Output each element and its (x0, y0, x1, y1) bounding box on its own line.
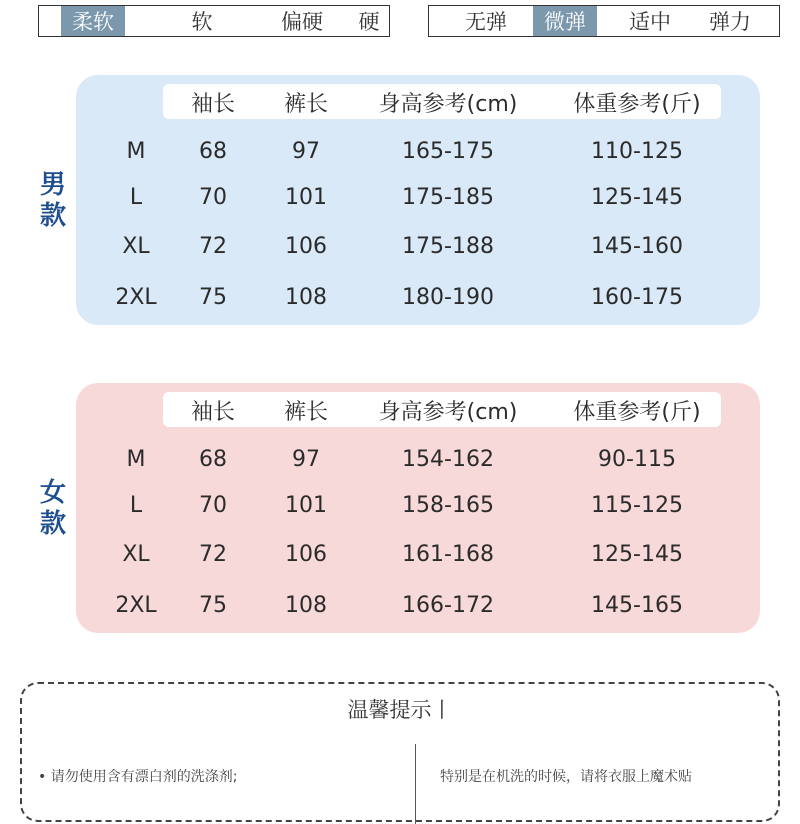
table-cell: 101 (285, 185, 327, 210)
table-cell: 165-175 (402, 139, 494, 164)
column-header: 裤长 (283, 92, 329, 117)
size-label: 2XL (115, 593, 157, 618)
table-cell: 166-172 (402, 593, 494, 618)
size-label: M (126, 447, 146, 472)
table-cell: 90-115 (598, 447, 676, 472)
elasticity-option[interactable]: 适中 (629, 10, 671, 34)
size-label: L (129, 185, 143, 210)
table-cell: 68 (199, 447, 227, 472)
women-section-label: 女款 (39, 478, 66, 539)
table-cell: 175-188 (402, 234, 494, 259)
tip-text-right: 特别是在机洗的时候，请将衣服上魔术贴 (440, 769, 692, 785)
tip-text-left: • 请勿使用含有漂白剂的洗涤剂; (38, 769, 238, 785)
column-header: 身高参考(cm) (378, 92, 518, 117)
women-size-table (76, 383, 760, 633)
table-cell: 101 (285, 493, 327, 518)
size-label: L (129, 493, 143, 518)
table-cell: 154-162 (402, 447, 494, 472)
size-label: XL (122, 542, 150, 567)
column-header: 体重参考(斤) (573, 400, 701, 425)
elasticity-option[interactable]: 无弹 (465, 10, 507, 34)
tips-title: 温馨提示丨 (347, 698, 453, 722)
table-cell: 70 (199, 185, 227, 210)
table-cell: 72 (199, 234, 227, 259)
table-cell: 145-160 (591, 234, 683, 259)
column-header: 袖长 (190, 92, 236, 117)
table-cell: 145-165 (591, 593, 683, 618)
elasticity-selector (428, 5, 780, 37)
elasticity-option[interactable]: 微弹 (533, 6, 597, 36)
men-size-table (76, 75, 760, 325)
table-cell: 125-145 (591, 185, 683, 210)
column-header: 身高参考(cm) (378, 400, 518, 425)
elasticity-option[interactable]: 弹力 (709, 10, 751, 34)
column-header: 体重参考(斤) (573, 92, 701, 117)
table-cell: 108 (285, 593, 327, 618)
table-cell: 160-175 (591, 285, 683, 310)
softness-selector (38, 5, 390, 37)
men-section-label: 男款 (39, 170, 66, 231)
softness-option[interactable]: 柔软 (61, 6, 125, 36)
table-cell: 158-165 (402, 493, 494, 518)
table-cell: 72 (199, 542, 227, 567)
size-label: XL (122, 234, 150, 259)
table-cell: 106 (285, 542, 327, 567)
column-header: 裤长 (283, 400, 329, 425)
table-cell: 97 (292, 139, 320, 164)
table-cell: 70 (199, 493, 227, 518)
softness-option[interactable]: 软 (191, 10, 213, 34)
table-cell: 75 (199, 593, 227, 618)
size-label: 2XL (115, 285, 157, 310)
table-cell: 161-168 (402, 542, 494, 567)
table-cell: 175-185 (402, 185, 494, 210)
table-cell: 115-125 (591, 493, 683, 518)
table-cell: 68 (199, 139, 227, 164)
tips-box (20, 682, 780, 822)
table-cell: 125-145 (591, 542, 683, 567)
table-cell: 108 (285, 285, 327, 310)
column-header: 袖长 (190, 400, 236, 425)
softness-option[interactable]: 硬 (358, 10, 380, 34)
table-cell: 97 (292, 447, 320, 472)
table-cell: 180-190 (402, 285, 494, 310)
table-cell: 110-125 (591, 139, 683, 164)
size-label: M (126, 139, 146, 164)
softness-option[interactable]: 偏硬 (281, 10, 323, 34)
table-cell: 75 (199, 285, 227, 310)
tips-divider (415, 744, 416, 824)
table-cell: 106 (285, 234, 327, 259)
